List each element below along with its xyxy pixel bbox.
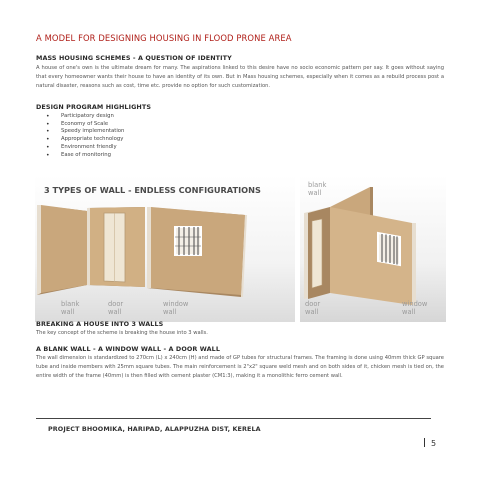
window-grille-icon: [378, 233, 400, 265]
wall-types-image: [35, 175, 295, 322]
walls-heading: A BLANK WALL - A WINDOW WALL - A DOOR WALL: [36, 345, 220, 353]
blank-wall-label: blank wall: [61, 300, 80, 316]
identity-heading: MASS HOUSING SCHEMES - A QUESTION OF IDENTITY: [36, 54, 232, 62]
window-wall-label-right: window wall: [402, 300, 428, 316]
list-item: • Participatory design: [36, 113, 336, 121]
page-title: A MODEL FOR DESIGNING HOUSING IN FLOOD PRONE AREA: [36, 33, 292, 43]
program-list: [36, 113, 336, 159]
list-item: • Ease of monitoring: [36, 152, 336, 160]
door-wall-label: door wall: [108, 300, 124, 316]
window-grille-icon: [175, 227, 201, 255]
walls-section: [36, 345, 444, 381]
footer-project-name: PROJECT BHOOMIKA, HARIPAD, ALAPPUZHA DIST, KERELA: [48, 425, 261, 433]
page-number: 5: [424, 438, 436, 448]
list-item: • Speedy implementation: [36, 128, 336, 136]
page-number-bar: [424, 438, 425, 447]
breaking-paragraph: The key concept of the scheme is breaking the house into 3 walls.: [36, 330, 208, 336]
door-wall-label-right: door wall: [305, 300, 321, 316]
program-section: [36, 103, 336, 159]
list-item: • Environment friendly: [36, 144, 336, 152]
identity-paragraph: A house of one's own is the ultimate dream for many. The aspirations linked to this desire have no socio economic pattern per say. It goes without saying that every homeowner wants their house to have an identity of its own. But in Mass housing schemes, especially when it comes as a rebuild process post a natural disaster, reasons such as cost, time etc. provide no option for such customization.: [36, 65, 444, 89]
window-wall-label: window wall: [163, 300, 189, 316]
blank-wall-panel: [41, 205, 87, 293]
list-item: • Economy of Scale: [36, 121, 336, 129]
blank-wall-label-right: blank wall: [308, 181, 327, 197]
door-icon: [312, 219, 322, 288]
assembled-walls-image: [300, 175, 446, 322]
walls-paragraph: The wall dimension is standardized to 270cm (L) x 240cm (H) and made of GP tubes for structural frames. The framing is done using 40mm thick GP square tube and inside members with 25mm square tubes. The main reinforcement is 2"x2" square weld mesh and on both sides of it, chicken mesh is tied on, the entire width of the frame (40mm) is then filled with cement plaster (CM1:3), making it a monolithic ferro cement wall.: [36, 355, 444, 379]
figure-heading: 3 TYPES OF WALL - ENDLESS CONFIGURATIONS: [44, 185, 261, 195]
breaking-section: [36, 320, 444, 338]
program-heading: DESIGN PROGRAM HIGHLIGHTS: [36, 103, 152, 111]
identity-section: [36, 54, 444, 91]
breaking-heading: BREAKING A HOUSE INTO 3 WALLS: [36, 320, 164, 328]
footer-divider: [36, 418, 431, 419]
list-item: • Appropriate technology: [36, 136, 336, 144]
